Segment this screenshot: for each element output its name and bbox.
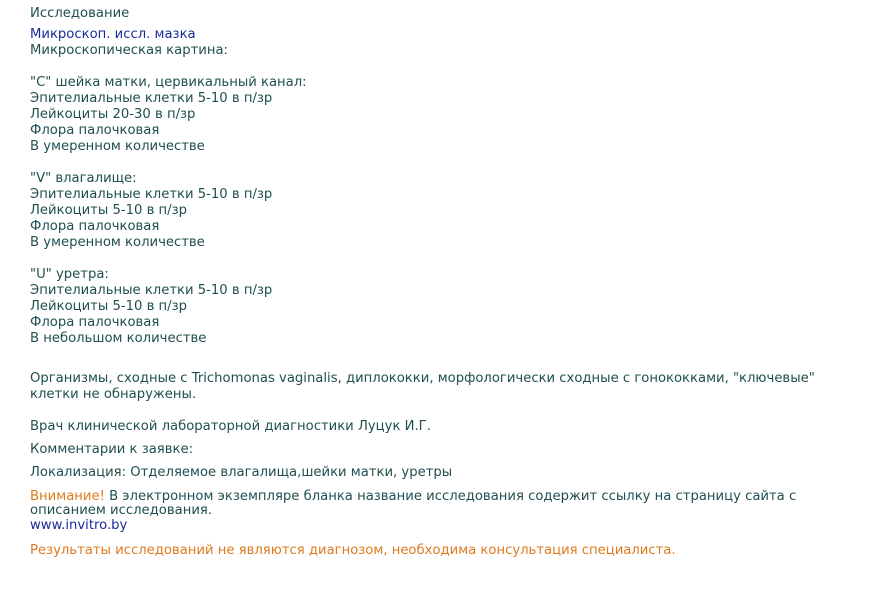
result-line: Лейкоциты 20-30 в п/зр — [30, 107, 196, 122]
section-heading: "U" уретра: — [30, 267, 109, 282]
result-line: Флора палочковая — [30, 123, 160, 138]
site-link[interactable]: www.invitro.by — [30, 518, 128, 533]
section-heading: "C" шейка матки, цервикальный канал: — [30, 75, 307, 90]
section-urethra — [30, 267, 845, 347]
result-line: Эпителиальные клетки 5-10 в п/зр — [30, 187, 273, 202]
result-line: В небольшом количестве — [30, 331, 207, 346]
spacer — [30, 534, 845, 543]
spacer — [30, 347, 845, 371]
result-line: Эпителиальные клетки 5-10 в п/зр — [30, 283, 273, 298]
spacer — [30, 59, 845, 75]
spacer — [30, 403, 845, 419]
microscopic-picture-heading: Микроскопическая картина: — [30, 43, 228, 58]
doctor-signature: Врач клинической лабораторной диагностики Луцук И.Г. — [30, 419, 431, 434]
result-line: Флора палочковая — [30, 219, 160, 234]
disclaimer: Результаты исследований не являются диагнозом, необходима консультация специалиста. — [30, 543, 676, 558]
result-line: В умеренном количестве — [30, 235, 205, 250]
result-line: Эпителиальные клетки 5-10 в п/зр — [30, 91, 273, 106]
spacer — [30, 435, 845, 442]
comments-label: Комментарии к заявке: — [30, 442, 194, 457]
result-line: Лейкоциты 5-10 в п/зр — [30, 203, 188, 218]
localization: Локализация: Отделяемое влагалища,шейки матки, уретры — [30, 465, 453, 480]
section-cervix — [30, 75, 845, 155]
section-title: Исследование — [30, 6, 130, 21]
spacer — [30, 251, 845, 267]
warning-text: В электронном экземпляре бланка название исследования содержит ссылку на страницу сайта с описанием исследования. — [30, 489, 797, 518]
study-name-link[interactable]: Микроскоп. иссл. мазка — [30, 27, 196, 42]
spacer — [30, 155, 845, 171]
section-vagina — [30, 171, 845, 251]
result-line: Флора палочковая — [30, 315, 160, 330]
section-heading: "V" влагалище: — [30, 171, 137, 186]
result-line: Лейкоциты 5-10 в п/зр — [30, 299, 188, 314]
warning-label: Внимание! — [30, 489, 105, 504]
lab-report — [30, 6, 845, 559]
organisms-note: Организмы, сходные с Trichomonas vaginalis, диплококки, морфологически сходные с гонококками, "ключевые" клетки не обнаружены. — [30, 371, 815, 402]
spacer — [30, 458, 845, 465]
warning-notice — [30, 490, 845, 518]
result-line: В умеренном количестве — [30, 139, 205, 154]
